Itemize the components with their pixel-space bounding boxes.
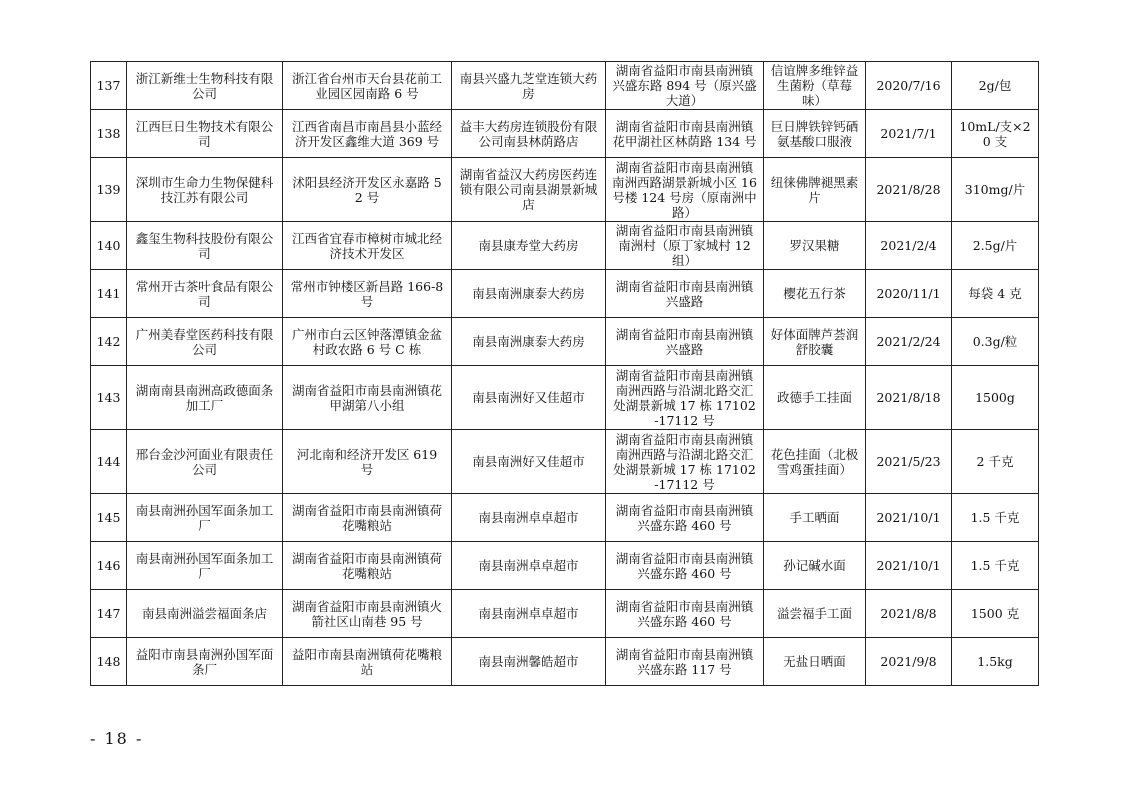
table-row bbox=[91, 542, 1039, 590]
cell-product: 溢尝福手工面 bbox=[764, 590, 866, 638]
cell-product: 无盐日晒面 bbox=[764, 638, 866, 686]
cell-number: 146 bbox=[91, 542, 127, 590]
cell-producer-address: 江西省宜春市樟树市城北经济技术开发区 bbox=[283, 222, 452, 270]
page-number: - 18 - bbox=[90, 729, 144, 748]
cell-product: 政德手工挂面 bbox=[764, 366, 866, 430]
cell-specification: 1.5 千克 bbox=[952, 542, 1039, 590]
cell-producer-address: 湖南省益阳市南县南洲镇荷花嘴粮站 bbox=[283, 542, 452, 590]
cell-producer: 湖南南县南洲高政德面条加工厂 bbox=[127, 366, 283, 430]
cell-seller: 南县南洲康泰大药房 bbox=[452, 270, 606, 318]
cell-producer-address: 河北南和经济开发区 619 号 bbox=[283, 430, 452, 494]
cell-seller-address: 湖南省益阳市南县南洲镇兴盛路 bbox=[606, 270, 764, 318]
cell-producer: 广州美春堂医药科技有限公司 bbox=[127, 318, 283, 366]
cell-producer: 常州开古茶叶食品有限公司 bbox=[127, 270, 283, 318]
cell-production-date: 2020/11/1 bbox=[866, 270, 952, 318]
cell-product: 罗汉果糖 bbox=[764, 222, 866, 270]
cell-product: 好体面牌芦荟润舒胶囊 bbox=[764, 318, 866, 366]
cell-specification: 10mL/支×20 支 bbox=[952, 110, 1039, 158]
table-row bbox=[91, 638, 1039, 686]
cell-producer: 南县南洲孙国军面条加工厂 bbox=[127, 494, 283, 542]
cell-specification: 1.5kg bbox=[952, 638, 1039, 686]
cell-product: 樱花五行茶 bbox=[764, 270, 866, 318]
table-row bbox=[91, 62, 1039, 110]
cell-production-date: 2021/2/4 bbox=[866, 222, 952, 270]
cell-seller: 南县南洲馨皓超市 bbox=[452, 638, 606, 686]
cell-producer: 邢台金沙河面业有限责任公司 bbox=[127, 430, 283, 494]
cell-specification: 2g/包 bbox=[952, 62, 1039, 110]
cell-number: 147 bbox=[91, 590, 127, 638]
cell-producer-address: 湖南省益阳市南县南洲镇荷花嘴粮站 bbox=[283, 494, 452, 542]
table-row bbox=[91, 318, 1039, 366]
cell-product: 花色挂面（北极雪鸡蛋挂面） bbox=[764, 430, 866, 494]
cell-production-date: 2021/9/8 bbox=[866, 638, 952, 686]
cell-producer-address: 湖南省益阳市南县南洲镇花甲湖第八小组 bbox=[283, 366, 452, 430]
cell-number: 139 bbox=[91, 158, 127, 222]
cell-number: 137 bbox=[91, 62, 127, 110]
cell-number: 144 bbox=[91, 430, 127, 494]
cell-seller-address: 湖南省益阳市南县南洲镇兴盛东路 460 号 bbox=[606, 494, 764, 542]
cell-seller: 南县兴盛九芝堂连锁大药房 bbox=[452, 62, 606, 110]
cell-producer-address: 江西省南昌市南昌县小蓝经济开发区鑫维大道 369 号 bbox=[283, 110, 452, 158]
cell-product: 信谊牌多维锌益生菌粉（草莓味） bbox=[764, 62, 866, 110]
cell-specification: 1.5 千克 bbox=[952, 494, 1039, 542]
cell-number: 145 bbox=[91, 494, 127, 542]
cell-specification: 2 千克 bbox=[952, 430, 1039, 494]
table-row bbox=[91, 430, 1039, 494]
cell-producer: 鑫玺生物科技股份有限公司 bbox=[127, 222, 283, 270]
cell-production-date: 2021/8/28 bbox=[866, 158, 952, 222]
cell-production-date: 2021/8/8 bbox=[866, 590, 952, 638]
cell-producer-address: 常州市钟楼区新昌路 166-8 号 bbox=[283, 270, 452, 318]
cell-seller-address: 湖南省益阳市南县南洲镇兴盛东路 894 号（原兴盛大道） bbox=[606, 62, 764, 110]
cell-specification: 每袋 4 克 bbox=[952, 270, 1039, 318]
cell-specification: 310mg/片 bbox=[952, 158, 1039, 222]
cell-specification: 1500g bbox=[952, 366, 1039, 430]
cell-number: 142 bbox=[91, 318, 127, 366]
cell-seller: 益丰大药房连锁股份有限公司南县林荫路店 bbox=[452, 110, 606, 158]
cell-seller-address: 湖南省益阳市南县南洲镇兴盛东路 460 号 bbox=[606, 590, 764, 638]
cell-producer-address: 浙江省台州市天台县花前工业园区园南路 6 号 bbox=[283, 62, 452, 110]
cell-seller-address: 湖南省益阳市南县南洲镇花甲湖社区林荫路 134 号 bbox=[606, 110, 764, 158]
cell-product: 纽徕佛牌褪黑素片 bbox=[764, 158, 866, 222]
cell-seller-address: 湖南省益阳市南县南洲镇兴盛东路 117 号 bbox=[606, 638, 764, 686]
cell-production-date: 2021/8/18 bbox=[866, 366, 952, 430]
cell-producer: 益阳市南县南洲孙国军面条厂 bbox=[127, 638, 283, 686]
cell-seller-address: 湖南省益阳市南县南洲镇南洲西路与沿湖北路交汇处湖景新城 17 栋 17102-17112 号 bbox=[606, 430, 764, 494]
table-row bbox=[91, 270, 1039, 318]
cell-specification: 0.3g/粒 bbox=[952, 318, 1039, 366]
cell-seller-address: 湖南省益阳市南县南洲镇兴盛路 bbox=[606, 318, 764, 366]
cell-seller-address: 湖南省益阳市南县南洲镇南洲西路与沿湖北路交汇处湖景新城 17 栋 17102-17112 号 bbox=[606, 366, 764, 430]
table-row bbox=[91, 110, 1039, 158]
cell-seller: 南县南洲康泰大药房 bbox=[452, 318, 606, 366]
cell-product: 手工晒面 bbox=[764, 494, 866, 542]
cell-producer: 深圳市生命力生物保健科技江苏有限公司 bbox=[127, 158, 283, 222]
table-row bbox=[91, 366, 1039, 430]
cell-product: 巨日牌铁锌钙硒氨基酸口服液 bbox=[764, 110, 866, 158]
cell-producer-address: 益阳市南县南洲镇荷花嘴粮站 bbox=[283, 638, 452, 686]
table-row bbox=[91, 494, 1039, 542]
cell-production-date: 2021/2/24 bbox=[866, 318, 952, 366]
table-body bbox=[91, 62, 1039, 686]
cell-producer-address: 湖南省益阳市南县南洲镇火箭社区山南巷 95 号 bbox=[283, 590, 452, 638]
cell-producer: 江西巨日生物技术有限公司 bbox=[127, 110, 283, 158]
cell-number: 138 bbox=[91, 110, 127, 158]
cell-seller: 南县南洲好又佳超市 bbox=[452, 366, 606, 430]
cell-production-date: 2020/7/16 bbox=[866, 62, 952, 110]
cell-producer-address: 广州市白云区钟落潭镇金盆村政农路 6 号 C 栋 bbox=[283, 318, 452, 366]
cell-production-date: 2021/10/1 bbox=[866, 494, 952, 542]
cell-seller: 南县南洲卓卓超市 bbox=[452, 542, 606, 590]
table-row bbox=[91, 158, 1039, 222]
cell-number: 140 bbox=[91, 222, 127, 270]
cell-seller: 南县南洲好又佳超市 bbox=[452, 430, 606, 494]
cell-seller: 南县南洲卓卓超市 bbox=[452, 590, 606, 638]
cell-number: 148 bbox=[91, 638, 127, 686]
cell-producer: 浙江新维士生物科技有限公司 bbox=[127, 62, 283, 110]
cell-producer: 南县南洲溢尝福面条店 bbox=[127, 590, 283, 638]
cell-production-date: 2021/5/23 bbox=[866, 430, 952, 494]
cell-specification: 1500 克 bbox=[952, 590, 1039, 638]
table-row bbox=[91, 222, 1039, 270]
cell-production-date: 2021/7/1 bbox=[866, 110, 952, 158]
cell-number: 141 bbox=[91, 270, 127, 318]
table-row bbox=[91, 590, 1039, 638]
cell-seller-address: 湖南省益阳市南县南洲镇南洲村（原丁家城村 12 组） bbox=[606, 222, 764, 270]
sampling-results-table bbox=[90, 61, 1039, 686]
cell-producer: 南县南洲孙国军面条加工厂 bbox=[127, 542, 283, 590]
cell-producer-address: 沭阳县经济开发区永嘉路 52 号 bbox=[283, 158, 452, 222]
cell-production-date: 2021/10/1 bbox=[866, 542, 952, 590]
cell-seller-address: 湖南省益阳市南县南洲镇南洲西路湖景新城小区 16 号楼 124 号房（原南洲中路） bbox=[606, 158, 764, 222]
cell-seller: 南县南洲卓卓超市 bbox=[452, 494, 606, 542]
cell-seller-address: 湖南省益阳市南县南洲镇兴盛东路 460 号 bbox=[606, 542, 764, 590]
cell-number: 143 bbox=[91, 366, 127, 430]
cell-seller: 南县康寿堂大药房 bbox=[452, 222, 606, 270]
cell-product: 孙记碱水面 bbox=[764, 542, 866, 590]
cell-specification: 2.5g/片 bbox=[952, 222, 1039, 270]
cell-seller: 湖南省益汉大药房医药连锁有限公司南县湖景新城店 bbox=[452, 158, 606, 222]
